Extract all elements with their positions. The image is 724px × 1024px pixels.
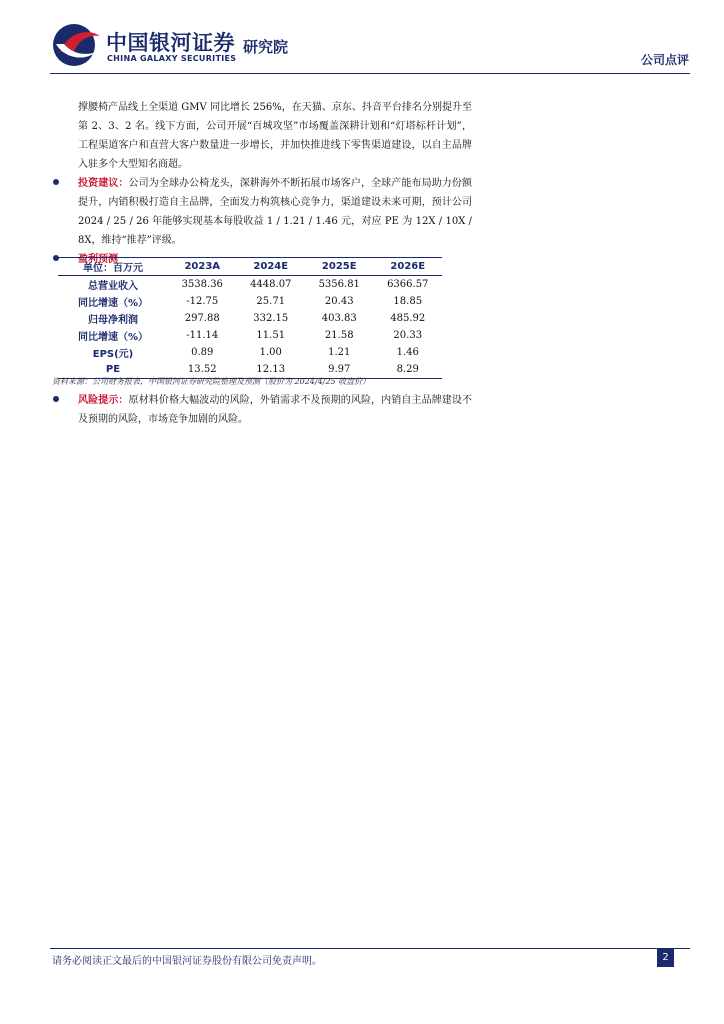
table-cell: 21.58 [324,330,354,341]
page-header [0,0,724,80]
investment-text: 公司为全球办公椅龙头，深耕海外不断拓展市场客户，全球产能布局助力份额提升，内销积极打造自主品牌，全面发力构筑核心竞争力，渠道建设未来可期，预计公司 2024 / 25 / 26 年能够实现基本每股收益 1 / 1.21 / 1.46 元，对应 PE 为 12X / 10X / 8X，维持“推荐”评级。 [78,178,473,246]
risk-text: 原材料价格大幅波动的风险，外销需求不及预期的风险，内销自主品牌建设不及预期的风险，市场竞争加剧的风险。 [78,395,473,425]
table-cell: 332.15 [253,313,289,324]
investment-label: 投资建议： [78,178,129,189]
table-cell: 1.21 [328,347,351,358]
report-type: 公司点评 [640,53,689,67]
table-cell: 403.83 [321,313,357,324]
table-cell: 3538.36 [181,279,223,290]
table-cell: 25.71 [256,296,286,307]
row-label: EPS(元) [92,349,134,360]
intro-paragraph: 撑腰椅产品线上全渠道 GMV 同比增长 256%，在天猫、京东、抖音平台排名分别提升至第 2、3、2 名。线下方面，公司开展“百城攻坚”市场覆盖深耕计划和“灯塔标杆计划”，工程渠道客户和直营大客户数量进一步增长，并加快推进线下零售渠道建设，以自主品牌入驻多个大型知名商超。 [78,102,472,170]
table-cell: 6366.57 [387,279,429,290]
row-label: 总营业收入 [88,281,138,292]
column-header: 2025E [305,258,374,276]
brand-subtitle: 研究院 [243,38,289,56]
table-cell: 4448.07 [250,279,292,290]
footer-divider [50,948,690,949]
table-row [58,310,442,327]
row-label: 同比增速（%） [77,298,149,309]
table-cell: 20.43 [324,296,354,307]
table-cell: 9.97 [305,361,374,379]
risk-warning [52,391,472,429]
table-source-note: 资料来源：公司财务报表，中国银河证券研究院整理及预测（股价为 2024/4/25 收盘价） [52,377,371,386]
bullet-icon [53,179,59,185]
risk-section [52,391,472,429]
table-cell: -11.14 [186,330,219,341]
table-cell: 8.29 [374,361,443,379]
table-header-row [58,258,442,276]
column-header: 单位：百万元 [58,258,168,276]
table-cell: 18.85 [393,296,423,307]
investment-advice [52,174,472,250]
table-cell: 13.52 [168,361,237,379]
table-cell: 0.89 [191,347,214,358]
table-row [58,344,442,361]
table-cell: 5356.81 [318,279,360,290]
forecast-label: 盈利预测 [78,254,118,265]
column-header: 2023A [168,258,237,276]
column-header: 2024E [237,258,306,276]
brand-name-en: CHINA GALAXY SECURITIES [107,54,237,63]
table-cell: 12.13 [237,361,306,379]
column-header: 2026E [374,258,443,276]
row-label: 同比增速（%） [77,332,149,343]
table-cell: 11.51 [256,330,286,341]
body-content [52,98,472,269]
forecast-table [58,257,442,379]
header-divider [50,73,690,74]
forecast-table-wrap [58,257,442,379]
table-row [58,293,442,310]
page-number: 2 [657,949,674,967]
table-cell: -12.75 [186,296,219,307]
table-row [58,327,442,344]
bullet-icon [53,396,59,402]
row-label: PE [58,361,168,379]
brand-name-cn: 中国银河证券 [106,31,235,55]
table-row [58,276,442,294]
table-cell: 1.00 [259,347,282,358]
table-cell: 20.33 [393,330,423,341]
row-label: 归母净利润 [88,315,138,326]
footer-disclaimer: 请务必阅读正文最后的中国银河证券股份有限公司免责声明。 [52,956,322,967]
galaxy-logo-icon [50,22,102,68]
table-cell: 297.88 [184,313,220,324]
table-cell: 1.46 [396,347,419,358]
table-cell: 485.92 [390,313,426,324]
risk-label: 风险提示： [78,395,129,406]
